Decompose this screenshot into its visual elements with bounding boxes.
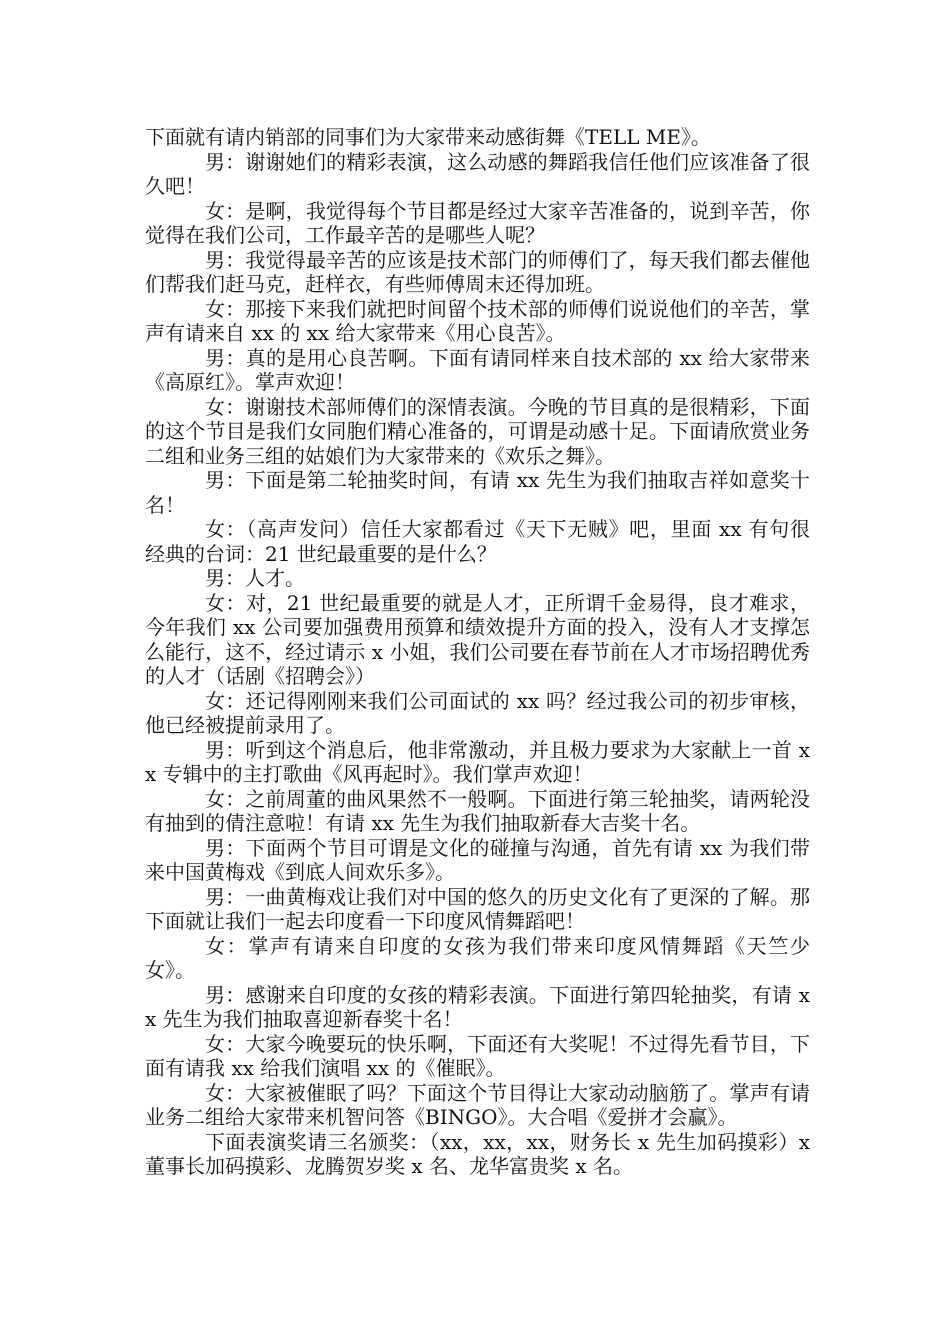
paragraph-18: 男：感谢来自印度的女孩的精彩表演。下面进行第四轮抽奖，有请 xx 先生为我们抽取喜迎新春奖十名！ <box>145 982 810 1031</box>
paragraph-11: 女：对，21 世纪最重要的就是人才，正所谓千金易得，良才难求，今年我们 xx 公司要加强费用预算和绩效提升方面的投入，没有人才支撑怎么能行，这不，经过请示 x 小姐，我们公司要在春节前在人才市场招聘优秀的人才（话剧《招聘会》） <box>145 590 810 688</box>
paragraph-7: 女：谢谢技术部师傅们的深情表演。今晚的节目真的是很精彩，下面的这个节目是我们女同胞们精心准备的，可谓是动感十足。下面请欣赏业务二组和业务三组的姑娘们为大家带来的《欢乐之舞》。 <box>145 394 810 468</box>
paragraph-1: 下面就有请内销部的同事们为大家带来动感街舞《TELL ME》。 <box>145 125 711 149</box>
paragraph-5: 女：那接下来我们就把时间留个技术部的师傅们说说他们的辛苦，掌声有请来自 xx 的 xx 给大家带来《用心良苦》。 <box>145 296 810 345</box>
paragraph-8: 男：下面是第二轮抽奖时间，有请 xx 先生为我们抽取吉祥如意奖十名！ <box>145 468 810 517</box>
paragraph-19: 女：大家今晚要玩的快乐啊，下面还有大奖呢！不过得先看节目，下面有请我 xx 给我们演唱 xx 的《催眠》。 <box>145 1031 810 1080</box>
paragraph-12: 女：还记得刚刚来我们公司面试的 xx 吗？经过我公司的初步审核，他已经被提前录用了。 <box>145 688 810 737</box>
paragraph-4: 男：我觉得最辛苦的应该是技术部门的师傅们了，每天我们都去催他们帮我们赶马克，赶样衣，有些师傅周末还得加班。 <box>145 247 810 296</box>
paragraph-3: 女：是啊，我觉得每个节目都是经过大家辛苦准备的，说到辛苦，你觉得在我们公司，工作最辛苦的是哪些人呢？ <box>145 198 810 247</box>
paragraph-14: 女：之前周董的曲风果然不一般啊。下面进行第三轮抽奖，请两轮没有抽到的倩注意啦！有请 xx 先生为我们抽取新春大吉奖十名。 <box>145 786 810 835</box>
paragraph-20: 女：大家被催眠了吗？下面这个节目得让大家动动脑筋了。掌声有请业务二组给大家带来机智问答《BINGO》。大合唱《爱拼才会赢》。 <box>145 1080 810 1129</box>
paragraph-15: 男：下面两个节目可谓是文化的碰撞与沟通，首先有请 xx 为我们带来中国黄梅戏《到底人间欢乐多》。 <box>145 835 810 884</box>
paragraph-10: 男：人才。 <box>205 566 305 590</box>
paragraph-6: 男：真的是用心良苦啊。下面有请同样来自技术部的 xx 给大家带来《高原红》。掌声欢迎！ <box>145 345 810 394</box>
paragraph-9: 女：（高声发问）信任大家都看过《天下无贼》吧，里面 xx 有句很经典的台词：21 世纪最重要的是什么？ <box>145 517 810 566</box>
paragraph-21: 下面表演奖请三名颁奖：（xx，xx，xx，财务长 x 先生加码摸彩）x 董事长加码摸彩、龙腾贺岁奖 x 名、龙华富贵奖 x 名。 <box>145 1129 810 1178</box>
document-body <box>145 125 810 1179</box>
paragraph-16: 男：一曲黄梅戏让我们对中国的悠久的历史文化有了更深的了解。那下面就让我们一起去印度看一下印度风情舞蹈吧！ <box>145 884 810 933</box>
paragraph-17: 女：掌声有请来自印度的女孩为我们带来印度风情舞蹈《天竺少女》。 <box>145 933 810 982</box>
paragraph-13: 男：听到这个消息后，他非常激动，并且极力要求为大家献上一首 xx 专辑中的主打歌曲《风再起时》。我们掌声欢迎！ <box>145 737 810 786</box>
paragraph-2: 男：谢谢她们的精彩表演，这么动感的舞蹈我信任他们应该准备了很久吧！ <box>145 149 810 198</box>
